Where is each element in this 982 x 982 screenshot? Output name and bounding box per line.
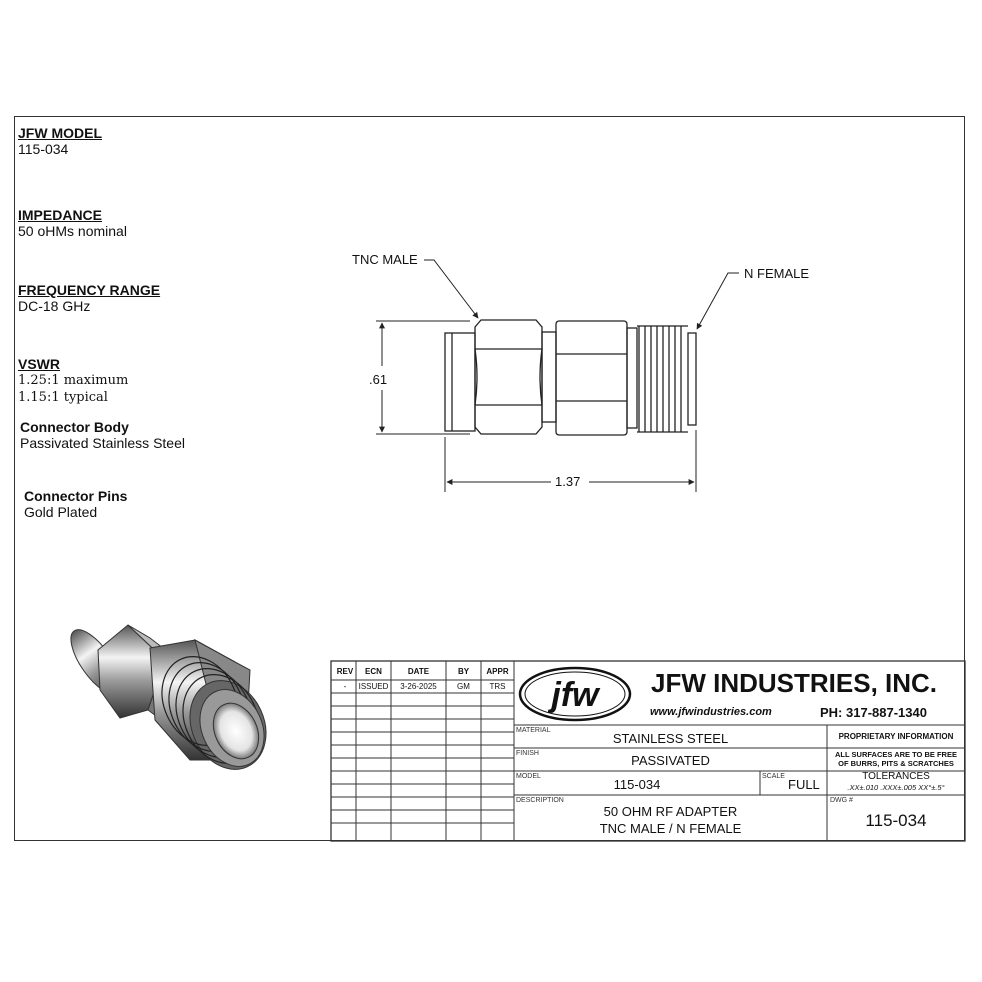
material-value: STAINLESS STEEL (612, 731, 729, 746)
jfw-logo (520, 668, 630, 720)
spec-body-value: Passivated Stainless Steel (20, 435, 185, 451)
date-header: DATE (407, 667, 430, 676)
scale-label: SCALE (762, 773, 785, 780)
appr-value: TRS (489, 682, 506, 691)
spec-body-label: Connector Body (20, 419, 129, 435)
spec-vswr-typ: 1.15:1 typical (18, 390, 108, 405)
logo-text: jfw (551, 676, 599, 714)
spec-pins-label: Connector Pins (24, 488, 128, 504)
surfaces-line2: OF BURRS, PITS & SCRATCHES (838, 759, 954, 768)
spec-model-label: JFW MODEL (18, 125, 102, 141)
spec-vswr-label: VSWR (18, 356, 60, 372)
tnc-male-leader (424, 260, 478, 318)
height-dimension-value: .61 (369, 372, 388, 387)
model-label: MODEL (516, 773, 541, 780)
tolerances-label: TOLERANCES (862, 771, 930, 782)
n-female-label: N FEMALE (744, 266, 810, 281)
tolerance-values: .XX±.010 .XXX±.005 XX°±.5° (847, 783, 945, 792)
spec-model-value: 115-034 (18, 141, 69, 157)
scale-value: FULL (788, 777, 820, 792)
material-label: MATERIAL (516, 727, 551, 734)
body-hex (556, 321, 627, 435)
proprietary-label: PROPRIETARY INFORMATION (838, 732, 954, 741)
finish-label: FINISH (516, 750, 539, 757)
by-header: BY (457, 667, 470, 676)
adapter-side-view (445, 320, 696, 435)
body-neck (542, 332, 556, 422)
model-value: 115-034 (613, 777, 661, 792)
company-phone: PH: 317-887-1340 (820, 705, 927, 720)
description-line1: 50 OHM RF ADAPTER (603, 804, 738, 819)
ecn-header: ECN (365, 667, 382, 676)
company-website: www.jfwindustries.com (650, 706, 772, 718)
n-female-face (688, 333, 696, 425)
spec-frequency-value: DC-18 GHz (18, 298, 91, 314)
surfaces-line1: ALL SURFACES ARE TO BE FREE (835, 750, 957, 759)
spec-pins-value: Gold Plated (24, 504, 98, 520)
appr-header: APPR (486, 667, 509, 676)
spec-vswr-max: 1.25:1 maximum (18, 373, 129, 388)
n-female-threads (637, 326, 688, 432)
spec-frequency-label: FREQUENCY RANGE (18, 282, 161, 298)
adapter-3d-render (62, 622, 280, 782)
body-step (627, 328, 637, 428)
by-value: GM (457, 682, 470, 691)
rev-header: REV (336, 667, 354, 676)
spec-impedance-label: IMPEDANCE (18, 207, 103, 223)
n-female-leader (697, 273, 739, 329)
length-dimension-value: 1.37 (555, 474, 581, 489)
height-dimension (376, 321, 470, 434)
rev-value: - (343, 682, 347, 691)
ecn-value: ISSUED (358, 682, 389, 691)
company-name: JFW INDUSTRIES, INC. (651, 668, 938, 698)
tnc-hex-nut (475, 320, 542, 434)
description-label: DESCRIPTION (516, 797, 564, 804)
dwg-label: DWG # (830, 797, 853, 804)
description-line2: TNC MALE / N FEMALE (599, 821, 742, 836)
date-value: 3-26-2025 (400, 682, 437, 691)
dwg-number: 115-034 (865, 811, 927, 830)
finish-value: PASSIVATED (631, 753, 710, 768)
spec-impedance-value: 50 oHMs nominal (18, 223, 127, 239)
tnc-back-flange (445, 333, 475, 431)
tnc-male-label: TNC MALE (352, 252, 418, 267)
